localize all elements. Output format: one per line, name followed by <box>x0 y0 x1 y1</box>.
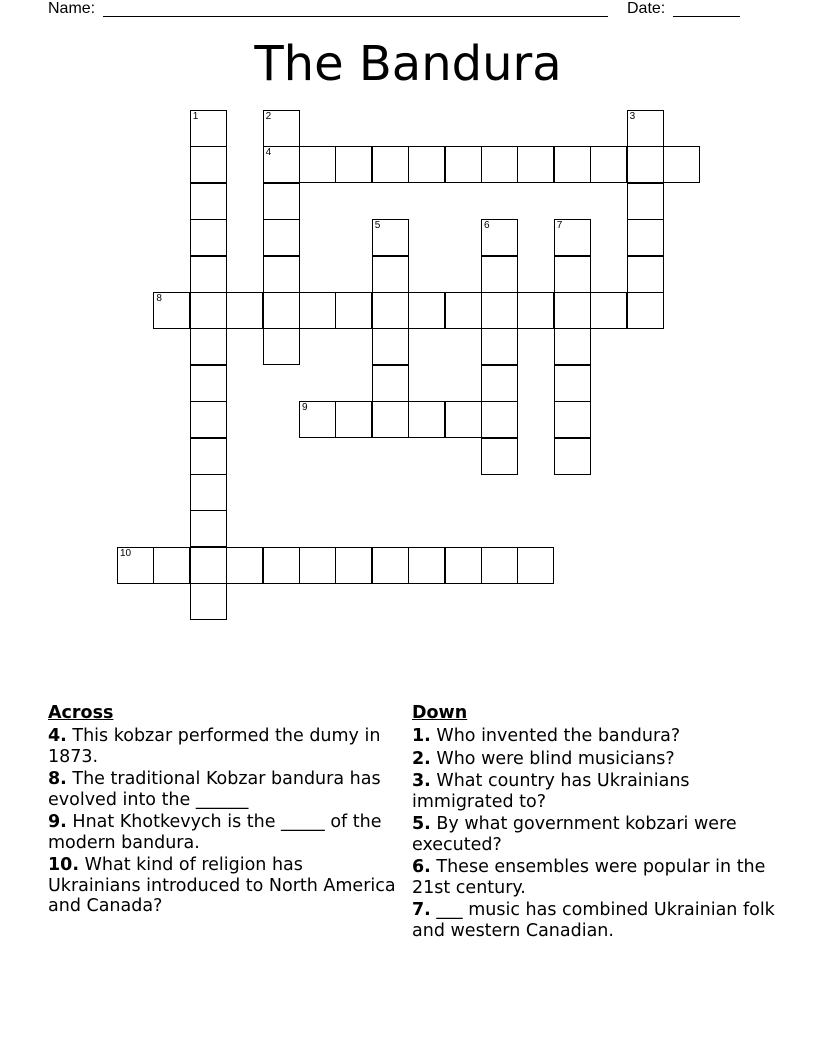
grid-cell[interactable] <box>372 219 409 256</box>
grid-cell[interactable] <box>554 146 591 183</box>
grid-cell[interactable] <box>408 292 445 329</box>
grid-cell[interactable] <box>263 146 300 183</box>
clue-number: 2. <box>412 748 431 769</box>
grid-cell[interactable] <box>153 292 190 329</box>
grid-cell[interactable] <box>372 292 409 329</box>
name-label: Name: <box>48 0 96 17</box>
clue-number: 5. <box>412 814 431 834</box>
grid-cell[interactable] <box>190 510 227 547</box>
cell-number: 10 <box>120 547 132 559</box>
grid-cell[interactable] <box>190 146 227 183</box>
grid-cell[interactable] <box>372 328 409 365</box>
clue-number: 3. <box>412 771 431 791</box>
grid-cell[interactable] <box>481 547 518 584</box>
grid-cell[interactable] <box>481 328 518 365</box>
header <box>0 0 816 22</box>
grid-cell[interactable] <box>554 401 591 438</box>
grid-cell[interactable] <box>263 292 300 329</box>
grid-cell[interactable] <box>335 292 372 329</box>
grid-cell[interactable] <box>554 365 591 402</box>
grid-cell[interactable] <box>153 547 190 584</box>
cell-number: 6 <box>484 220 490 232</box>
cell-number: 1 <box>192 111 199 122</box>
grid-cell[interactable] <box>190 183 227 220</box>
grid-cell[interactable] <box>627 219 664 256</box>
cell-number: 4 <box>265 147 272 159</box>
grid-cell[interactable] <box>335 401 372 438</box>
clue-text: Who invented the bandura? <box>436 726 681 746</box>
grid-cell[interactable] <box>554 438 591 475</box>
grid-cell[interactable] <box>263 256 300 293</box>
grid-cell[interactable] <box>445 146 482 183</box>
grid-cell[interactable] <box>190 292 227 329</box>
grid-cell[interactable] <box>226 292 263 329</box>
grid-cell[interactable] <box>372 256 409 293</box>
clue-text: What kind of religion has Ukrainians introduced to North America and Canada? <box>48 855 396 916</box>
grid-cell[interactable] <box>263 328 300 365</box>
grid-cell[interactable] <box>299 146 336 183</box>
grid-cell[interactable] <box>481 219 518 256</box>
grid-cell[interactable] <box>190 110 227 147</box>
cell-number: 5 <box>374 220 381 232</box>
grid-cell[interactable] <box>481 365 518 402</box>
grid-cell[interactable] <box>190 365 227 402</box>
clue-text: The traditional Kobzar bandura has evolved into the ______ <box>48 769 381 810</box>
name-field[interactable] <box>103 0 608 17</box>
cell-number: 8 <box>156 293 162 304</box>
grid-cell[interactable] <box>554 256 591 293</box>
clue-text: These ensembles were popular in the 21st century. <box>412 857 766 898</box>
clue-down-1 <box>412 726 782 747</box>
clue-down-7 <box>412 900 782 941</box>
clue-across-8 <box>48 769 398 810</box>
grid-cell[interactable] <box>372 146 409 183</box>
clue-number: 7. <box>412 900 431 920</box>
grid-cell[interactable] <box>445 401 482 438</box>
grid-cell[interactable] <box>190 583 227 620</box>
grid-cell[interactable] <box>190 219 227 256</box>
grid-cell[interactable] <box>590 292 627 329</box>
grid-cell[interactable] <box>117 547 154 584</box>
cell-number: 7 <box>556 220 563 232</box>
grid-cell[interactable] <box>627 183 664 220</box>
cell-number: 9 <box>302 402 308 414</box>
clue-text: Who were blind musicians? <box>436 748 675 769</box>
grid-cell[interactable] <box>627 256 664 293</box>
down-clues <box>412 703 782 943</box>
clue-down-3 <box>412 771 782 812</box>
clue-text: This kobzar performed the dumy in 1873. <box>48 726 381 767</box>
grid-cell[interactable] <box>554 292 591 329</box>
clue-across-10 <box>48 855 398 917</box>
cell-number: 2 <box>265 111 272 122</box>
grid-cell[interactable] <box>517 146 554 183</box>
grid-cell[interactable] <box>590 146 627 183</box>
clue-number: 8. <box>48 769 67 789</box>
grid-cell[interactable] <box>627 146 664 183</box>
clue-across-4 <box>48 726 398 767</box>
clue-number: 9. <box>48 812 67 832</box>
grid-cell[interactable] <box>190 547 227 584</box>
grid-cell[interactable] <box>372 547 409 584</box>
grid-cell[interactable] <box>481 292 518 329</box>
grid-cell[interactable] <box>372 401 409 438</box>
grid-cell[interactable] <box>554 328 591 365</box>
clue-number: 4. <box>48 726 67 746</box>
grid-cell[interactable] <box>190 438 227 475</box>
grid-cell[interactable] <box>481 256 518 293</box>
clue-text: What country has Ukrainians immigrated to? <box>412 771 690 812</box>
grid-cell[interactable] <box>335 146 372 183</box>
grid-cell[interactable] <box>481 401 518 438</box>
grid-cell[interactable] <box>517 292 554 329</box>
clue-down-6 <box>412 857 782 898</box>
grid-cell[interactable] <box>408 401 445 438</box>
clue-across-9 <box>48 812 398 853</box>
grid-cell[interactable] <box>226 547 263 584</box>
grid-cell[interactable] <box>299 547 336 584</box>
grid-cell[interactable] <box>554 219 591 256</box>
clue-down-5 <box>412 814 782 855</box>
grid-cell[interactable] <box>335 547 372 584</box>
grid-cell[interactable] <box>627 292 664 329</box>
grid-cell[interactable] <box>663 146 700 183</box>
down-heading: Down <box>412 703 468 723</box>
page-title: The Bandura <box>254 36 562 92</box>
clue-text: Hnat Khotkevych is the _____ of the modern bandura. <box>48 812 382 853</box>
grid-cell[interactable] <box>263 110 300 147</box>
clue-number: 10. <box>48 855 80 875</box>
grid-cell[interactable] <box>263 219 300 256</box>
grid-cell[interactable] <box>299 292 336 329</box>
grid-cell[interactable] <box>445 292 482 329</box>
grid-cell[interactable] <box>190 256 227 293</box>
grid-cell[interactable] <box>445 547 482 584</box>
across-heading: Across <box>48 703 114 723</box>
clue-text: ___ music has combined Ukrainian folk and western Canadian. <box>412 900 775 941</box>
date-field[interactable] <box>673 0 740 17</box>
clue-number: 6. <box>412 857 431 877</box>
grid-cell[interactable] <box>263 183 300 220</box>
grid-cell[interactable] <box>408 146 445 183</box>
clue-text: By what government kobzari were executed? <box>412 814 737 855</box>
grid-cell[interactable] <box>190 474 227 511</box>
grid-cell[interactable] <box>190 328 227 365</box>
clue-down-2 <box>412 749 782 770</box>
grid-cell[interactable] <box>372 365 409 402</box>
clue-number: 1. <box>412 726 431 746</box>
grid-cell[interactable] <box>190 401 227 438</box>
grid-cell[interactable] <box>517 547 554 584</box>
grid-cell[interactable] <box>627 110 664 147</box>
grid-cell[interactable] <box>481 438 518 475</box>
grid-cell[interactable] <box>263 547 300 584</box>
grid-cell[interactable] <box>408 547 445 584</box>
date-label: Date: <box>627 0 666 17</box>
grid-cell[interactable] <box>299 401 336 438</box>
grid-cell[interactable] <box>481 146 518 183</box>
across-clues <box>48 703 398 919</box>
cell-number: 3 <box>629 111 636 122</box>
